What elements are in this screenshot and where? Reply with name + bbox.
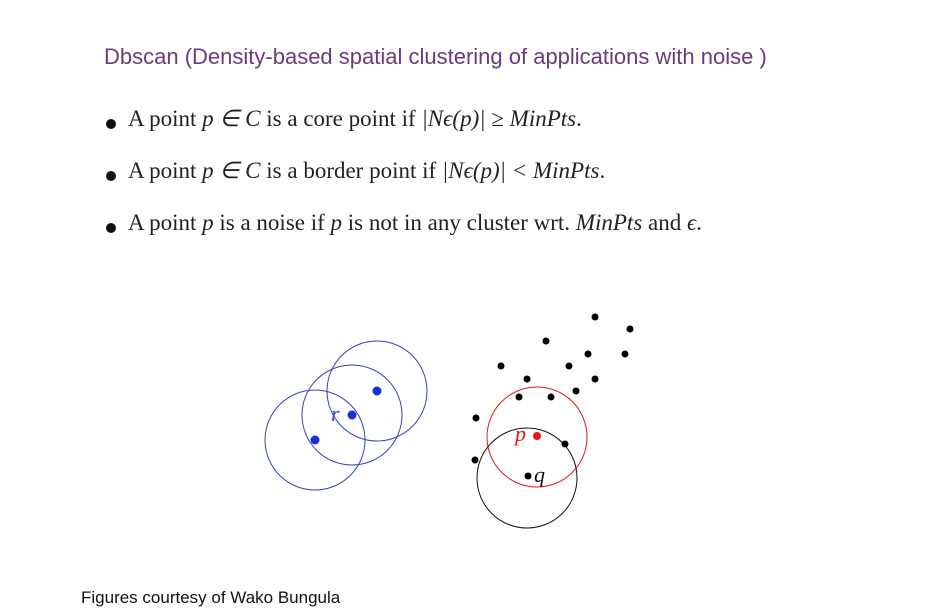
data-point-dot: [516, 394, 523, 401]
bullet-dot-icon: [106, 171, 116, 181]
point-label-r: r: [331, 401, 340, 426]
data-point-dot: [622, 351, 629, 358]
bullet-text: A point: [128, 210, 203, 235]
data-point-dot: [524, 376, 531, 383]
bullet-text: and: [642, 210, 687, 235]
figure-credit-caption: Figures courtesy of Wako Bungula: [81, 588, 341, 607]
bullet-text: .: [599, 158, 606, 183]
data-point-dot: [592, 376, 599, 383]
core-point-dot: [533, 432, 541, 440]
core-point-label-p: p: [515, 421, 526, 446]
bullet-text: A point: [128, 106, 203, 131]
data-point-dot: [592, 314, 599, 321]
data-point-dot: [548, 394, 555, 401]
data-point-dot: [566, 363, 573, 370]
data-point-dot: [585, 351, 592, 358]
bullet-text: .: [696, 210, 703, 235]
core-border-noise-figure: [472, 314, 634, 529]
data-point-dot: [498, 363, 505, 370]
data-point-dot: [627, 326, 634, 333]
dbscan-figures: [0, 290, 936, 550]
core-point-definition: [100, 106, 702, 158]
definition-list: [100, 106, 702, 262]
slide-title: Dbscan (Density-based spatial clustering of applications with noise ): [104, 44, 767, 69]
math-expression: p: [202, 210, 214, 235]
density-reachability-figure: [265, 341, 427, 490]
bullet-text: is a border point if: [260, 158, 442, 183]
data-point-dot: [573, 388, 580, 395]
core-point-dot: [348, 411, 357, 420]
math-expression: |Nϵ(p)| < MinPts: [441, 158, 600, 183]
data-point-dot: [473, 415, 480, 422]
bullet-text: A point: [128, 158, 203, 183]
noise-point-definition: [100, 210, 702, 262]
bullet-dot-icon: [106, 119, 116, 129]
data-point-dot: [562, 441, 569, 448]
bullet-text: .: [576, 106, 582, 131]
core-point-dot: [311, 436, 320, 445]
bullet-text: is a noise if: [213, 210, 331, 235]
border-point-dot: [525, 473, 532, 480]
math-expression: MinPts: [575, 210, 643, 235]
bullet-text: is a core point if: [260, 106, 422, 131]
bullet-dot-icon: [106, 223, 116, 233]
noise-point-dot: [472, 457, 479, 464]
border-point-definition: [100, 158, 702, 210]
bullet-text: is not in any cluster wrt.: [342, 210, 576, 235]
math-expression: p: [330, 210, 343, 235]
math-expression: p ∈ C: [202, 106, 261, 131]
math-expression: |Nϵ(p)| ≥ MinPts: [421, 106, 577, 131]
math-expression: p ∈ C: [202, 158, 261, 183]
data-point-dot: [543, 338, 550, 345]
core-point-dot: [373, 387, 382, 396]
math-expression: ϵ: [687, 210, 697, 235]
border-point-label-q: q: [534, 462, 545, 487]
